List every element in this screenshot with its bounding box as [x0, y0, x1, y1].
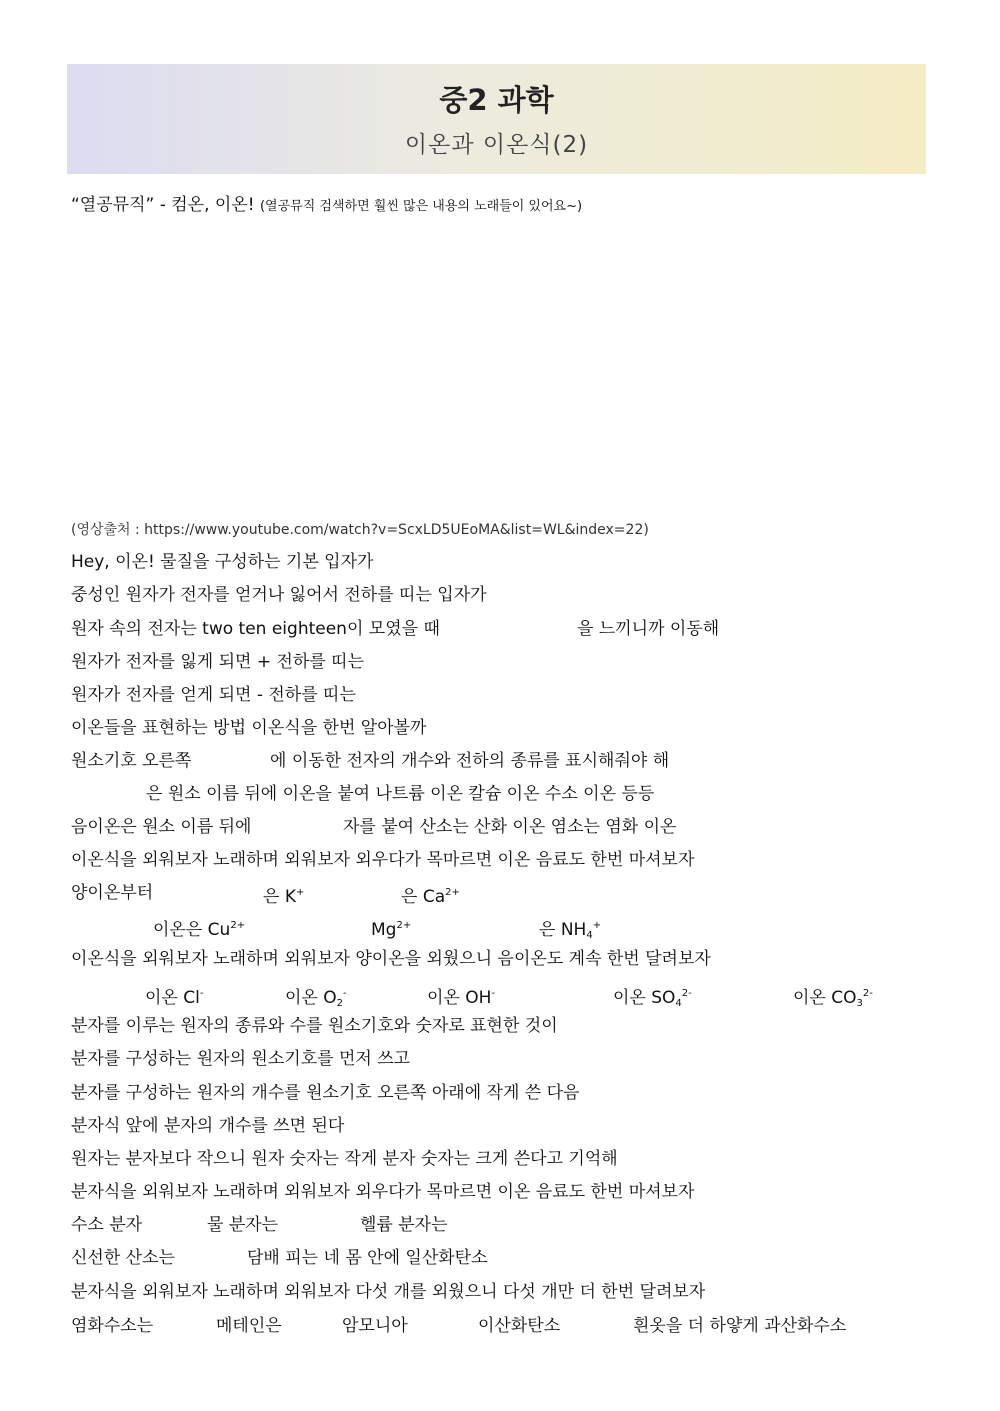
lyric-segment: 수소 분자: [71, 1215, 143, 1235]
lyric-line: 분자를 구성하는 원자의 개수를 원소기호 오른쪽 아래에 작게 쓴 다음: [71, 1083, 580, 1103]
lyric-line: 분자식을 외워보자 노래하며 외워보자 외우다가 목마르면 이온 음료도 한번 마셔보자: [71, 1182, 695, 1202]
lyric-segment: 양이온부터: [71, 883, 154, 903]
lyric-segment: 물 분자는: [207, 1215, 279, 1235]
lyric-line: [71, 881, 931, 905]
lyric-line: 원자는 분자보다 작으니 원자 숫자는 작게 분자 숫자는 크게 쓴다고 기억해: [71, 1149, 618, 1169]
lyric-line: 이온식을 외워보자 노래하며 외워보자 양이온을 외웠으니 음이온도 계속 한번 달려보자: [71, 949, 711, 969]
lyric-segment: 헬륨 분자는: [360, 1215, 448, 1235]
music-title: [71, 190, 582, 215]
lyric-line: [71, 749, 931, 773]
ion-nh4: 은 $NH_4^+$: [539, 920, 602, 941]
ion-cu: 이온은 $Cu^{2+}$: [153, 920, 246, 940]
ion-cl: 이온 Cl-: [145, 988, 204, 1008]
music-title-text: “열공뮤직” - 컴온, 이온!: [71, 195, 255, 215]
page-subtitle: 이온과 이온식(2): [404, 132, 589, 158]
ion-oh: 이온 OH-: [427, 988, 496, 1008]
lyric-line: 분자식 앞에 분자의 개수를 쓰면 된다: [71, 1116, 345, 1136]
header-banner: [67, 64, 926, 174]
lyric-segment: 원자 속의 전자는 two ten eighteen이 모였을 때: [71, 619, 440, 639]
lyric-line: [71, 1246, 931, 1270]
lyric-line: 분자를 구성하는 원자의 원소기호를 먼저 쓰고: [71, 1049, 411, 1069]
lyric-line: 이온식을 외워보자 노래하며 외워보자 외우다가 목마르면 이온 음료도 한번 마셔보자: [71, 850, 695, 870]
lyric-line: 중성인 원자가 전자를 얻거나 잃어서 전하를 띠는 입자가: [71, 585, 487, 605]
lyric-line: [71, 617, 931, 641]
lyric-segment: 염화수소는: [71, 1316, 154, 1336]
ion-k: 은 K+: [263, 887, 305, 907]
video-source: (영상출처 : https://www.youtube.com/watch?v=ScxLD5UEoMA&list=WL&index=22): [71, 522, 649, 538]
lyric-line: [71, 1213, 931, 1237]
lyric-line: 분자를 이루는 원자의 종류와 수를 원소기호와 숫자로 표현한 것이: [71, 1016, 558, 1036]
lyric-line: [71, 914, 931, 941]
lyric-line: 원자가 전자를 얻게 되면 - 전하를 띠는: [71, 685, 356, 705]
lyric-line: 이온들을 표현하는 방법 이온식을 한번 알아볼까: [71, 718, 427, 738]
lyric-segment: 메테인은: [216, 1316, 282, 1336]
page-title: 중2 과학: [439, 83, 554, 117]
lyric-segment: 원소기호 오른쪽: [71, 751, 192, 771]
lyric-line: [71, 982, 931, 1009]
ion-o2: 이온 $O_2^-$: [285, 988, 347, 1009]
lyric-segment: 을 느끼니까 이동해: [577, 619, 720, 639]
ion-co3: 이온 $CO_3^{2-}$: [793, 988, 873, 1009]
lyric-line: [71, 1314, 931, 1338]
ion-ca: 은 $Ca^{2+}$: [401, 887, 460, 907]
lyric-line: Hey, 이온! 물질을 구성하는 기본 입자가: [71, 552, 374, 572]
lyric-line: [71, 815, 931, 839]
lyric-segment: 신선한 산소는: [71, 1248, 175, 1268]
lyric-line: 은 원소 이름 뒤에 이온을 붙여 나트륨 이온 칼슘 이온 수소 이온 등등: [146, 784, 655, 804]
lyric-segment: 흰옷을 더 하얗게 과산화수소: [633, 1316, 847, 1336]
lyric-segment: 담배 피는 네 몸 안에 일산화탄소: [247, 1248, 488, 1268]
lyric-segment: 암모니아: [342, 1316, 408, 1336]
lyric-segment: 음이온은 원소 이름 뒤에: [71, 817, 252, 837]
lyric-segment: 에 이동한 전자의 개수와 전하의 종류를 표시해줘야 해: [270, 751, 670, 771]
lyric-segment: 자를 붙여 산소는 산화 이온 염소는 염화 이온: [343, 817, 677, 837]
ion-mg: $Mg^{2+}$: [371, 920, 412, 940]
lyric-line: 원자가 전자를 잃게 되면 + 전하를 띠는: [71, 652, 364, 672]
ion-so4: 이온 $SO_4^{2-}$: [613, 988, 692, 1009]
lyric-line: 분자식을 외워보자 노래하며 외워보자 다섯 개를 외웠으니 다섯 개만 더 한번 달려보자: [71, 1282, 706, 1302]
music-note: (열공뮤직 검색하면 훨씬 많은 내용의 노래들이 있어요~): [259, 199, 583, 214]
lyric-segment: 이산화탄소: [478, 1316, 561, 1336]
